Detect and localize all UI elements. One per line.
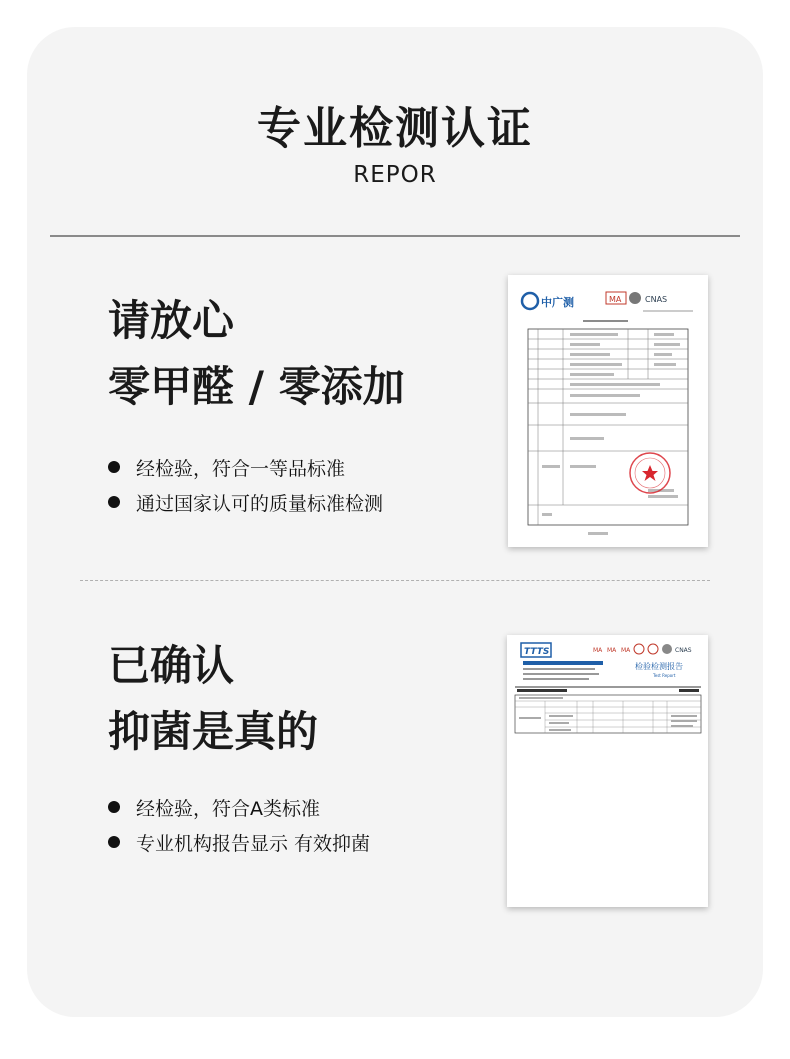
report-image-formaldehyde: [508, 275, 708, 547]
section2-bullet-2: [108, 835, 370, 854]
section1-bullet-1: [108, 460, 345, 479]
bullet-text: 经检验，符合一等品标准: [136, 458, 346, 480]
bullet-dot-icon: [108, 496, 120, 508]
report2-title: 检验检测报告: [635, 662, 683, 671]
section-divider: [80, 580, 710, 581]
cert-mark-ma-3: MA: [621, 647, 631, 654]
report-document-2: [507, 635, 708, 907]
report2-title-en: Test Report: [653, 673, 676, 678]
page-title: 专业检测认证: [257, 103, 533, 154]
report1-logo-text: 中广测: [541, 296, 574, 309]
section1-bullet-2: [108, 495, 383, 514]
section1-headline-2: 零甲醛 / 零添加: [108, 362, 405, 411]
section1-headline-1: 请放心: [108, 296, 235, 345]
header-divider: [50, 235, 740, 237]
bullet-dot-icon: [108, 801, 120, 813]
cert-seal-icon: [634, 644, 644, 654]
report2-logo-text: TTTS: [524, 647, 550, 657]
bullet-dot-icon: [108, 461, 120, 473]
cert-mark-ma-2: MA: [607, 647, 617, 654]
bullet-dot-icon: [108, 836, 120, 848]
bullet-text: 经检验，符合A类标准: [136, 798, 320, 820]
bullet-text: 通过国家认可的质量标准检测: [136, 493, 384, 515]
page-subtitle: REPOR: [353, 162, 437, 188]
cert-mark-ma-1: MA: [593, 647, 603, 654]
cert-mark-cnas: CNAS: [645, 295, 668, 304]
section2-headline-2: 抑菌是真的: [108, 707, 319, 756]
bullet-text: 专业机构报告显示 有效抑菌: [136, 833, 371, 855]
section2-headline-1: 已确认: [108, 641, 235, 690]
section2-bullet-1: [108, 800, 320, 819]
report-document-1: [508, 275, 708, 547]
report2-table: [515, 695, 701, 733]
report-image-antibacterial: [507, 635, 708, 907]
cert-seal-icon: [648, 644, 658, 654]
cert-seal-icon: [629, 292, 641, 304]
cert-mark-ma: MA: [609, 295, 622, 304]
stamp-star-icon: [642, 465, 658, 481]
logo-icon: [522, 293, 538, 309]
cert-mark-cnas: CNAS: [675, 647, 692, 654]
cert-seal-icon: [662, 644, 672, 654]
